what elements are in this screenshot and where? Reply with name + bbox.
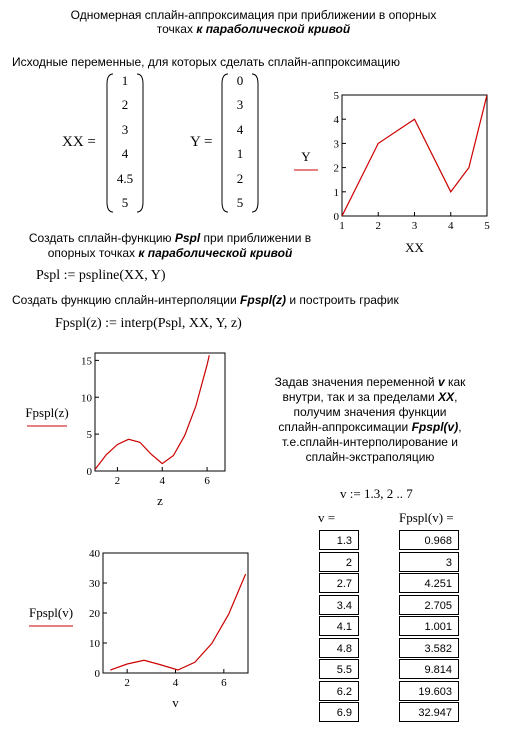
chart-fpspl-v — [20, 540, 255, 715]
y-tick-label: 0 — [94, 668, 100, 680]
y-tick-label: 1 — [333, 186, 339, 199]
y-axis-label: Fpspl(v) — [28, 605, 74, 620]
y-tick-label: 15 — [81, 355, 92, 368]
y-tick-label: 5 — [333, 90, 339, 102]
x-axis-label: z — [157, 493, 163, 508]
v-table-cell: 4.1 — [319, 616, 359, 636]
xx-element: 5 — [121, 194, 129, 210]
series-line — [95, 355, 209, 469]
v-table-cell: 1.3 — [319, 530, 359, 550]
x-tick-label: 6 — [204, 475, 210, 487]
y-element: 3 — [236, 97, 244, 113]
x-tick-label: 4 — [172, 677, 179, 689]
y-element: 0 — [236, 73, 244, 88]
x-tick-label: 4 — [159, 475, 165, 487]
x-tick-label: 5 — [484, 220, 490, 232]
x-tick-label: 2 — [114, 475, 121, 487]
fv-table-cell: 3 — [399, 552, 459, 572]
title-line-2: точках к параболической кривой — [156, 22, 351, 36]
x-tick-label: 1 — [339, 220, 345, 232]
y-axis-label: Y — [301, 149, 311, 164]
y-tick-label: 20 — [89, 608, 100, 620]
v-table-cell: 2 — [319, 552, 359, 572]
xx-element: 2 — [121, 97, 129, 113]
xx-element: 3 — [121, 121, 129, 137]
description: Задав значения переменной v как внутри, так и за пределами XX, получим значения функции сплайн-аппроксимации Fpspl(v), т.е.сплайн-интерполирование и сплайн-экстраполяцию — [274, 375, 466, 464]
pspl-formula[interactable]: Pspl := pspline(XX, Y) — [36, 268, 166, 283]
y-tick-label: 5 — [86, 429, 92, 442]
y-element: 5 — [236, 194, 244, 210]
x-tick-label: 2 — [124, 677, 130, 689]
fv-table-cell: 1.001 — [399, 616, 459, 636]
create-spline-line-2: опорных точках к параболической кривой — [47, 246, 293, 260]
y-tick-label: 10 — [81, 392, 92, 405]
y-element: 1 — [236, 146, 244, 162]
title-line-1: Одномерная сплайн-аппроксимация при приближении в опорных — [70, 8, 437, 22]
interp-text: Создать функцию сплайн-интерполяции Fpspl(z) и построить график — [12, 293, 399, 307]
create-spline-line-1: Создать сплайн-функцию Pspl при приближении в — [28, 231, 312, 245]
fv-table-cell: 4.251 — [399, 573, 459, 593]
chart-fpspl-z — [20, 345, 255, 515]
v-table-cell: 5.5 — [319, 659, 359, 679]
y-tick-label: 10 — [89, 638, 100, 650]
y-axis-label: Fpspl(z) — [25, 405, 69, 420]
fv-table-cell: 19.603 — [399, 681, 459, 701]
xx-element: 4.5 — [116, 170, 134, 186]
series-line — [110, 574, 245, 670]
x-tick-label: 6 — [221, 677, 227, 689]
y-vector — [225, 69, 255, 215]
y-tick-label: 0 — [86, 466, 92, 478]
x-tick-label: 2 — [375, 220, 381, 232]
v-header: v = — [318, 510, 336, 525]
y-tick-label: 0 — [333, 211, 339, 223]
x-axis-label: v — [172, 695, 179, 710]
fv-table-cell: 2.705 — [399, 595, 459, 615]
v-table-cell: 2.7 — [319, 573, 359, 593]
fv-table-cell: 9.814 — [399, 659, 459, 679]
x-tick-label: 3 — [411, 220, 418, 232]
y-tick-label: 40 — [89, 548, 100, 560]
fpspl-formula[interactable]: Fpspl(z) := interp(Pspl, XX, Y, z) — [55, 316, 242, 331]
v-table-cell: 4.8 — [319, 638, 359, 658]
v-range-formula[interactable]: v := 1.3, 2 .. 7 — [340, 486, 413, 501]
xx-element: 4 — [121, 146, 129, 162]
v-table-cell: 6.9 — [319, 702, 359, 722]
y-label: Y = — [190, 134, 213, 150]
fv-table-cell: 32.947 — [399, 702, 459, 722]
y-element: 2 — [236, 170, 244, 186]
series-line — [342, 95, 487, 216]
x-axis-label: XX — [405, 240, 424, 255]
fv-header: Fpspl(v) = — [399, 510, 454, 525]
xx-element: 1 — [121, 73, 129, 88]
xx-vector — [110, 69, 140, 215]
y-tick-label: 2 — [333, 162, 339, 175]
y-tick-label: 30 — [89, 578, 100, 590]
v-table-cell: 6.2 — [319, 681, 359, 701]
plot-frame — [342, 95, 487, 216]
y-tick-label: 3 — [333, 138, 339, 151]
y-element: 4 — [236, 121, 244, 137]
fv-table-cell: 0.968 — [399, 530, 459, 550]
source-vars-text: Исходные переменные, для которых сделать сплайн-аппроксимацию — [12, 55, 401, 69]
xx-label: XX = — [62, 134, 96, 150]
fv-table-cell: 3.582 — [399, 638, 459, 658]
plot-frame — [103, 553, 248, 673]
x-tick-label: 4 — [448, 220, 454, 232]
y-tick-label: 4 — [333, 114, 339, 127]
v-table-cell: 3.4 — [319, 595, 359, 615]
